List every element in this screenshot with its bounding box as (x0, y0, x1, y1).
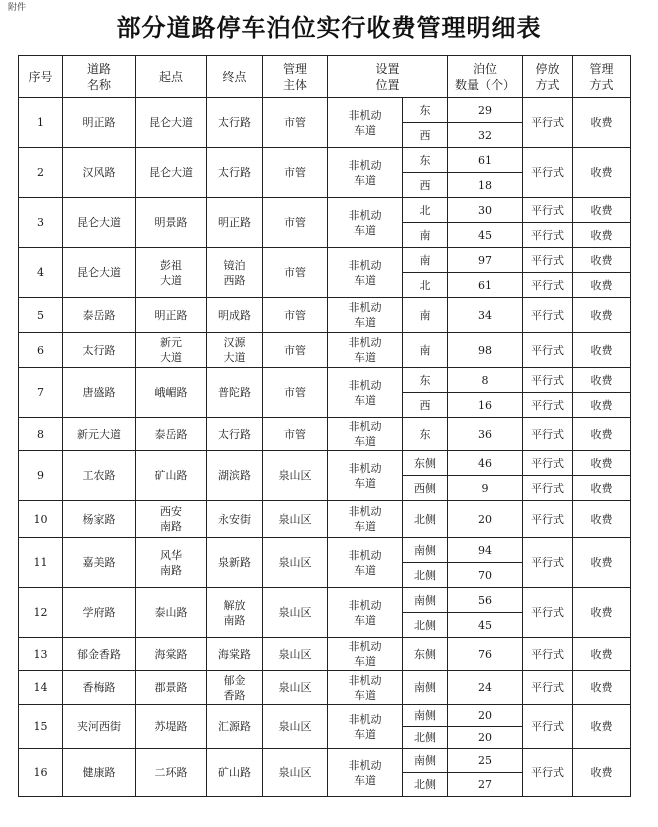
cell-count: 45 (448, 223, 523, 248)
cell-count: 97 (448, 248, 523, 273)
header-count: 泊位 数量（个） (448, 56, 523, 98)
cell-side: 北侧 (403, 563, 448, 588)
cell-parking-mode: 平行式 (523, 538, 573, 588)
cell-road-name: 太行路 (63, 333, 136, 368)
cell-count: 46 (448, 451, 523, 476)
cell-end: 泉新路 (207, 538, 263, 588)
cell-start: 郡景路 (136, 671, 207, 705)
cell-seq: 9 (19, 451, 63, 501)
cell-manager: 市管 (263, 248, 328, 298)
cell-end: 解放 南路 (207, 588, 263, 638)
cell-end: 太行路 (207, 418, 263, 451)
cell-position: 非机动 车道 (328, 418, 403, 451)
cell-end: 明成路 (207, 298, 263, 333)
cell-side: 南 (403, 298, 448, 333)
cell-fee-mode: 收费 (573, 198, 631, 223)
cell-manager: 泉山区 (263, 451, 328, 501)
cell-fee-mode: 收费 (573, 298, 631, 333)
cell-fee-mode: 收费 (573, 705, 631, 749)
table-row (19, 671, 631, 705)
cell-manager: 泉山区 (263, 588, 328, 638)
cell-end: 矿山路 (207, 749, 263, 797)
cell-side: 北侧 (403, 613, 448, 638)
cell-side: 东 (403, 418, 448, 451)
cell-fee-mode: 收费 (573, 333, 631, 368)
cell-end: 湖滨路 (207, 451, 263, 501)
cell-seq: 11 (19, 538, 63, 588)
cell-manager: 泉山区 (263, 538, 328, 588)
table-row (19, 638, 631, 671)
cell-count: 9 (448, 476, 523, 501)
cell-road-name: 香梅路 (63, 671, 136, 705)
cell-end: 普陀路 (207, 368, 263, 418)
cell-road-name: 泰岳路 (63, 298, 136, 333)
cell-parking-mode: 平行式 (523, 418, 573, 451)
cell-count: 20 (448, 501, 523, 538)
table-row (19, 538, 631, 563)
cell-count: 61 (448, 273, 523, 298)
cell-seq: 15 (19, 705, 63, 749)
cell-road-name: 昆仑大道 (63, 248, 136, 298)
cell-count: 34 (448, 298, 523, 333)
cell-seq: 8 (19, 418, 63, 451)
cell-seq: 6 (19, 333, 63, 368)
cell-parking-mode: 平行式 (523, 671, 573, 705)
cell-side: 西 (403, 393, 448, 418)
cell-count: 45 (448, 613, 523, 638)
cell-fee-mode: 收费 (573, 501, 631, 538)
cell-road-name: 昆仑大道 (63, 198, 136, 248)
cell-seq: 5 (19, 298, 63, 333)
cell-fee-mode: 收费 (573, 671, 631, 705)
table-row (19, 333, 631, 368)
cell-start: 风华 南路 (136, 538, 207, 588)
cell-manager: 市管 (263, 298, 328, 333)
cell-side: 南侧 (403, 538, 448, 563)
cell-count: 25 (448, 749, 523, 773)
cell-position: 非机动 车道 (328, 333, 403, 368)
cell-start: 新元 大道 (136, 333, 207, 368)
cell-end: 镜泊 西路 (207, 248, 263, 298)
cell-road-name: 工农路 (63, 451, 136, 501)
cell-count: 56 (448, 588, 523, 613)
cell-parking-mode: 平行式 (523, 705, 573, 749)
cell-side: 西 (403, 173, 448, 198)
cell-parking-mode: 平行式 (523, 298, 573, 333)
cell-count: 61 (448, 148, 523, 173)
cell-count: 30 (448, 198, 523, 223)
cell-start: 矿山路 (136, 451, 207, 501)
cell-count: 16 (448, 393, 523, 418)
cell-fee-mode: 收费 (573, 476, 631, 501)
cell-side: 南 (403, 333, 448, 368)
cell-end: 郁金 香路 (207, 671, 263, 705)
cell-parking-mode: 平行式 (523, 223, 573, 248)
table-row (19, 198, 631, 223)
cell-road-name: 杨家路 (63, 501, 136, 538)
cell-count: 32 (448, 123, 523, 148)
cell-parking-mode: 平行式 (523, 368, 573, 393)
table-row (19, 418, 631, 451)
cell-seq: 4 (19, 248, 63, 298)
cell-side: 东侧 (403, 638, 448, 671)
cell-count: 24 (448, 671, 523, 705)
cell-manager: 泉山区 (263, 749, 328, 797)
header-start: 起点 (136, 56, 207, 98)
table-body (19, 98, 631, 797)
cell-position: 非机动 车道 (328, 588, 403, 638)
table-row (19, 749, 631, 773)
cell-manager: 泉山区 (263, 501, 328, 538)
cell-start: 泰山路 (136, 588, 207, 638)
cell-count: 20 (448, 727, 523, 749)
table-row (19, 248, 631, 273)
cell-side: 北侧 (403, 727, 448, 749)
cell-position: 非机动 车道 (328, 671, 403, 705)
cell-road-name: 健康路 (63, 749, 136, 797)
cell-road-name: 新元大道 (63, 418, 136, 451)
cell-position: 非机动 车道 (328, 705, 403, 749)
cell-parking-mode: 平行式 (523, 333, 573, 368)
cell-seq: 12 (19, 588, 63, 638)
cell-position: 非机动 车道 (328, 749, 403, 797)
cell-side: 西 (403, 123, 448, 148)
cell-position: 非机动 车道 (328, 638, 403, 671)
header-fee-mode: 管理 方式 (573, 56, 631, 98)
cell-start: 苏堤路 (136, 705, 207, 749)
table-header-row (19, 56, 631, 98)
cell-side: 南侧 (403, 705, 448, 727)
cell-fee-mode: 收费 (573, 393, 631, 418)
cell-count: 27 (448, 773, 523, 797)
cell-seq: 7 (19, 368, 63, 418)
cell-parking-mode: 平行式 (523, 198, 573, 223)
cell-manager: 泉山区 (263, 638, 328, 671)
header-end: 终点 (207, 56, 263, 98)
cell-end: 太行路 (207, 98, 263, 148)
cell-count: 20 (448, 705, 523, 727)
cell-side: 北侧 (403, 773, 448, 797)
cell-count: 98 (448, 333, 523, 368)
cell-seq: 2 (19, 148, 63, 198)
cell-parking-mode: 平行式 (523, 393, 573, 418)
cell-side: 东 (403, 368, 448, 393)
cell-side: 东 (403, 148, 448, 173)
cell-parking-mode: 平行式 (523, 273, 573, 298)
cell-fee-mode: 收费 (573, 273, 631, 298)
cell-side: 北 (403, 198, 448, 223)
cell-position: 非机动 车道 (328, 538, 403, 588)
cell-start: 峨嵋路 (136, 368, 207, 418)
cell-manager: 市管 (263, 198, 328, 248)
cell-fee-mode: 收费 (573, 148, 631, 198)
cell-seq: 13 (19, 638, 63, 671)
cell-side: 南 (403, 248, 448, 273)
cell-side: 南侧 (403, 588, 448, 613)
header-seq: 序号 (19, 56, 63, 98)
cell-fee-mode: 收费 (573, 638, 631, 671)
cell-parking-mode: 平行式 (523, 98, 573, 148)
cell-start: 泰岳路 (136, 418, 207, 451)
table-row (19, 298, 631, 333)
cell-road-name: 汉风路 (63, 148, 136, 198)
cell-end: 太行路 (207, 148, 263, 198)
cell-fee-mode: 收费 (573, 368, 631, 393)
header-manager: 管理 主体 (263, 56, 328, 98)
cell-road-name: 明正路 (63, 98, 136, 148)
cell-side: 东侧 (403, 451, 448, 476)
attachment-mark: 附件 (8, 3, 27, 13)
page-title: 部分道路停车泊位实行收费管理明细表 (116, 14, 542, 42)
cell-fee-mode: 收费 (573, 749, 631, 797)
cell-fee-mode: 收费 (573, 451, 631, 476)
cell-manager: 泉山区 (263, 705, 328, 749)
cell-side: 西侧 (403, 476, 448, 501)
table-row (19, 98, 631, 123)
cell-parking-mode: 平行式 (523, 451, 573, 476)
header-location: 设置 位置 (328, 56, 448, 98)
cell-count: 8 (448, 368, 523, 393)
cell-fee-mode: 收费 (573, 538, 631, 588)
table-row (19, 588, 631, 613)
cell-start: 明正路 (136, 298, 207, 333)
cell-side: 北侧 (403, 501, 448, 538)
cell-seq: 16 (19, 749, 63, 797)
cell-position: 非机动 车道 (328, 148, 403, 198)
cell-manager: 市管 (263, 148, 328, 198)
table-row (19, 368, 631, 393)
cell-start: 昆仑大道 (136, 148, 207, 198)
cell-end: 汇源路 (207, 705, 263, 749)
cell-parking-mode: 平行式 (523, 248, 573, 273)
cell-side: 东 (403, 98, 448, 123)
cell-start: 西安 南路 (136, 501, 207, 538)
cell-start: 二环路 (136, 749, 207, 797)
cell-count: 76 (448, 638, 523, 671)
cell-count: 94 (448, 538, 523, 563)
cell-fee-mode: 收费 (573, 223, 631, 248)
cell-start: 昆仑大道 (136, 98, 207, 148)
cell-seq: 3 (19, 198, 63, 248)
cell-manager: 市管 (263, 333, 328, 368)
cell-parking-mode: 平行式 (523, 749, 573, 797)
cell-side: 南侧 (403, 671, 448, 705)
cell-road-name: 郁金香路 (63, 638, 136, 671)
cell-fee-mode: 收费 (573, 98, 631, 148)
cell-manager: 市管 (263, 98, 328, 148)
cell-parking-mode: 平行式 (523, 638, 573, 671)
table-row (19, 451, 631, 476)
cell-side: 南侧 (403, 749, 448, 773)
cell-seq: 10 (19, 501, 63, 538)
cell-position: 非机动 车道 (328, 248, 403, 298)
cell-parking-mode: 平行式 (523, 476, 573, 501)
cell-road-name: 唐盛路 (63, 368, 136, 418)
table-row (19, 705, 631, 727)
cell-parking-mode: 平行式 (523, 588, 573, 638)
table-row (19, 501, 631, 538)
header-parking-mode: 停放 方式 (523, 56, 573, 98)
cell-position: 非机动 车道 (328, 198, 403, 248)
cell-position: 非机动 车道 (328, 451, 403, 501)
cell-fee-mode: 收费 (573, 588, 631, 638)
cell-position: 非机动 车道 (328, 368, 403, 418)
cell-parking-mode: 平行式 (523, 148, 573, 198)
header-road: 道路 名称 (63, 56, 136, 98)
cell-side: 南 (403, 223, 448, 248)
cell-fee-mode: 收费 (573, 418, 631, 451)
cell-side: 北 (403, 273, 448, 298)
cell-parking-mode: 平行式 (523, 501, 573, 538)
cell-count: 29 (448, 98, 523, 123)
cell-end: 明正路 (207, 198, 263, 248)
cell-position: 非机动 车道 (328, 298, 403, 333)
cell-manager: 市管 (263, 368, 328, 418)
cell-manager: 市管 (263, 418, 328, 451)
cell-count: 36 (448, 418, 523, 451)
cell-road-name: 嘉美路 (63, 538, 136, 588)
cell-count: 18 (448, 173, 523, 198)
cell-seq: 14 (19, 671, 63, 705)
cell-fee-mode: 收费 (573, 248, 631, 273)
cell-end: 汉源 大道 (207, 333, 263, 368)
cell-manager: 泉山区 (263, 671, 328, 705)
cell-road-name: 夹河西街 (63, 705, 136, 749)
cell-count: 70 (448, 563, 523, 588)
cell-end: 永安街 (207, 501, 263, 538)
cell-start: 明景路 (136, 198, 207, 248)
cell-start: 彭祖 大道 (136, 248, 207, 298)
cell-position: 非机动 车道 (328, 98, 403, 148)
cell-seq: 1 (19, 98, 63, 148)
parking-fee-table (18, 55, 631, 797)
cell-end: 海棠路 (207, 638, 263, 671)
table-row (19, 148, 631, 173)
cell-start: 海棠路 (136, 638, 207, 671)
cell-road-name: 学府路 (63, 588, 136, 638)
cell-position: 非机动 车道 (328, 501, 403, 538)
